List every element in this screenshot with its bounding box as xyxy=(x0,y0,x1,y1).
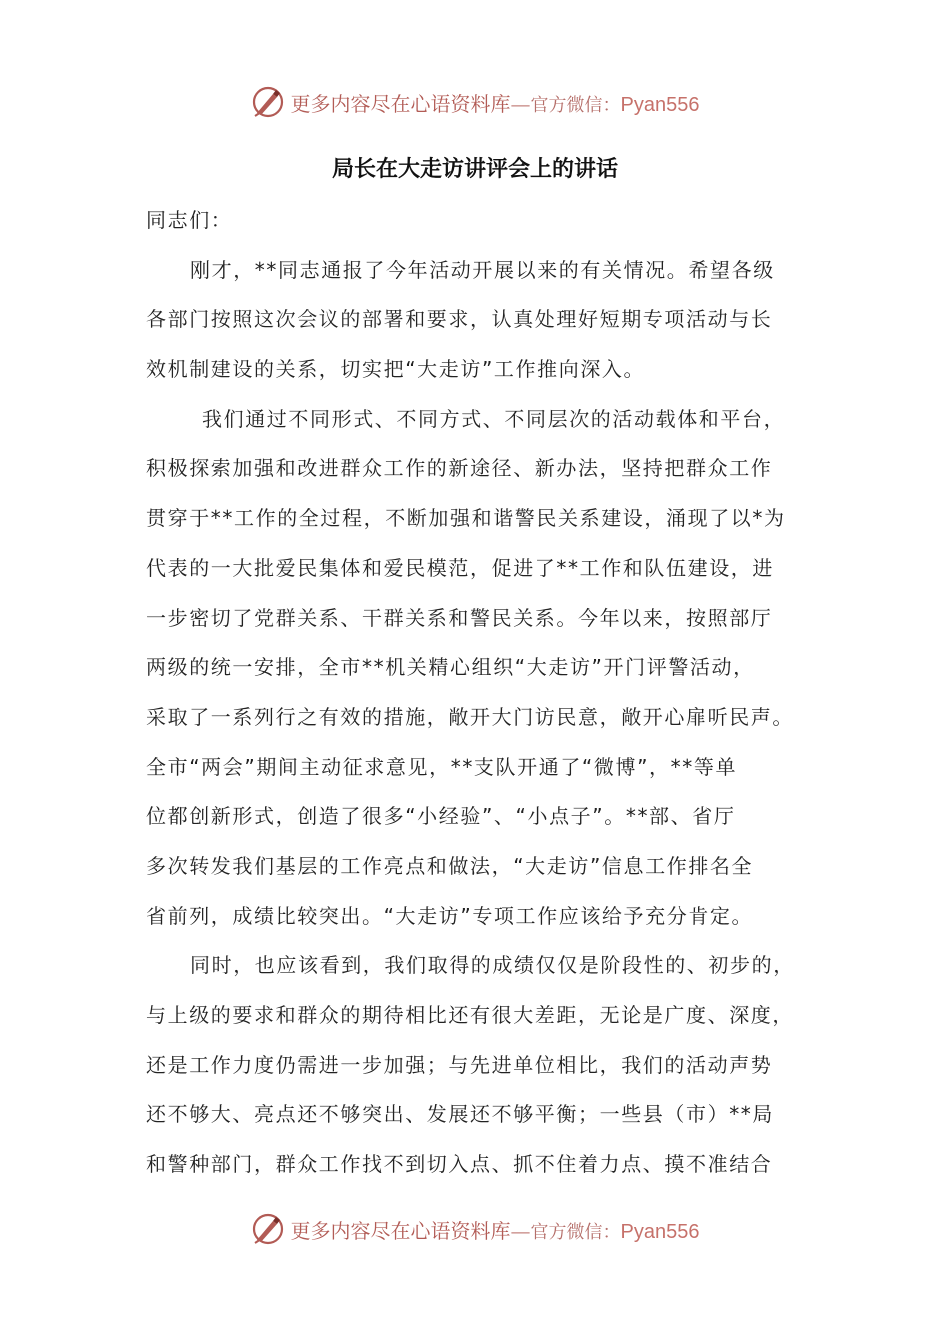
body-line: 代表的一大批爱民集体和爱民模范，促进了**工作和队伍建设，进 xyxy=(146,555,774,580)
body-line: 采取了一系列行之有效的措施，敞开大门访民意，敞开心扉听民声。 xyxy=(146,704,794,729)
document-title: 局长在大走访讲评会上的讲话 xyxy=(331,157,618,182)
body-line: 积极探索加强和改进群众工作的新途径、新办法，坚持把群众工作 xyxy=(146,456,773,481)
pen-logo-icon xyxy=(251,85,285,119)
body-line: 一步密切了党群关系、干群关系和警民关系。今年以来，按照部厅 xyxy=(146,605,773,630)
body-line: 贯穿于**工作的全过程，不断加强和谐警民关系建设，涌现了以*为 xyxy=(146,506,786,531)
salutation-line: 同志们： xyxy=(146,208,233,232)
banner-sub-text: 官方微信： xyxy=(530,94,621,116)
body-line: 省前列，成绩比较突出。“大走访”专项工作应该给予充分肯定。 xyxy=(146,903,754,928)
body-line: 多次转发我们基层的工作亮点和做法，“大走访”信息工作排名全 xyxy=(146,853,754,878)
banner-sub-text: 官方微信： xyxy=(530,1221,621,1243)
banner-main-text: 更多内容尽在心语资料库 xyxy=(290,91,511,116)
body-line: 位都创新形式，创造了很多“小经验”、“小点子”。**部、省厅 xyxy=(146,804,736,829)
body-line: 与上级的要求和群众的期待相比还有很大差距，无论是广度、深度， xyxy=(146,1003,794,1027)
body-line: 各部门按照这次会议的部署和要求，认真处理好短期专项活动与长 xyxy=(146,307,773,332)
banner-separator: — xyxy=(510,91,531,116)
body-line: 两级的统一安排，全市**机关精心组织“大走访”开门评警活动， xyxy=(146,655,755,680)
body-line: 和警种部门，群众工作找不到切入点、抓不住着力点、摸不准结合 xyxy=(146,1152,773,1177)
body-line: 还是工作力度仍需进一步加强；与先进单位相比，我们的活动声势 xyxy=(146,1052,773,1077)
body-line: 刚才，**同志通报了今年活动开展以来的有关情况。希望各级 xyxy=(190,257,775,282)
body-line: 效机制建设的关系，切实把“大走访”工作推向深入。 xyxy=(146,357,646,382)
banner-separator: — xyxy=(510,1218,531,1243)
body-line: 还不够大、亮点还不够突出、发展还不够平衡；一些县（市）**局 xyxy=(146,1102,774,1127)
banner-wechat-id: Pyan556 xyxy=(620,1220,700,1243)
banner-wechat-id: Pyan556 xyxy=(620,93,700,116)
body-line: 同时，也应该看到，我们取得的成绩仅仅是阶段性的、初步的， xyxy=(190,953,795,978)
banner-main-text: 更多内容尽在心语资料库 xyxy=(290,1218,511,1243)
header-watermark-banner xyxy=(0,82,950,122)
body-line: 全市“两会”期间主动征求意见，**支队开通了“微博”，**等单 xyxy=(146,754,738,779)
document-body xyxy=(146,196,810,1190)
pen-logo-icon xyxy=(251,1212,285,1246)
body-line: 我们通过不同形式、不同方式、不同层次的活动载体和平台， xyxy=(202,406,786,431)
footer-watermark-banner xyxy=(0,1209,950,1249)
